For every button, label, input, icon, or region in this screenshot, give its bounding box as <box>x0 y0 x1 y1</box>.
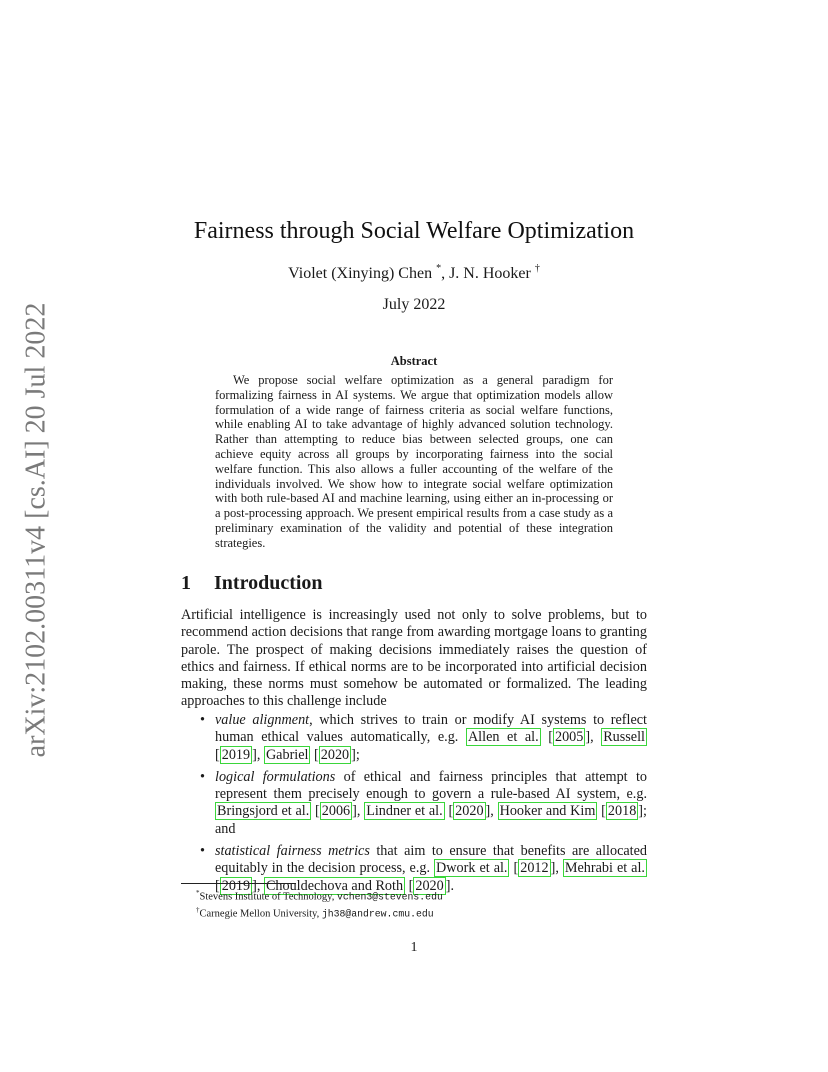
arxiv-identifier <box>6 300 66 760</box>
citation-link[interactable]: Allen et al. <box>467 729 539 746</box>
citation-link[interactable]: Lindner et al. <box>366 803 443 820</box>
citation-year-link[interactable]: 2006 <box>321 803 351 820</box>
abstract-heading: Abstract <box>390 354 438 368</box>
citation-year-link[interactable]: 2020 <box>320 746 350 763</box>
footnote <box>196 887 443 904</box>
abstract-body: We propose social welfare optimization as a general paradigm for formalizing fairness in AI systems. We argue that optimization models allow formulation of a wide range of fairness criteria as social welfare functions, while enabling AI to take advantage of highly advanced solution technology. Rather than attempting to reduce bias between selected groups, one can achieve equity across all groups by incorporating fairness into the social welfare function. This also allows a fuller accounting of the welfare of the individuals involved. We show how to integrate social welfare optimization with both rule-based AI and machine learning, using either an in-processing or a post-processing approach. We present empirical results from a case study as a preliminary examination of the validity and potential of these integration strategies. <box>215 373 613 550</box>
citation-link[interactable]: Chouldechova and Roth <box>265 877 404 894</box>
bullet-term: value alignment <box>215 712 310 728</box>
bullet-dot: • <box>200 843 205 860</box>
list-item: • logical formulations of ethical and fairness principles that attempt to represent them precisely enough to govern a rule-based AI system, e.g. Bringsjord et al. [ 2006 ], Lindner et al. [ 2020 ], Hooker and Kim [ 2018 ]; and <box>200 768 647 837</box>
author-line <box>0 263 828 283</box>
paper-title: Fairness through Social Welfare Optimization <box>193 218 635 244</box>
citation-link[interactable]: Hooker and Kim <box>499 803 596 820</box>
approach-list <box>200 712 647 900</box>
list-item: • statistical fairness metrics that aim to ensure that benefits are allocated equitably in the decision process, e.g. Dwork et al. [ 2012 ], Mehrabi et al. [ 2019 ], Chouldechova and Roth [ 2020 ]. <box>200 843 647 894</box>
bullet-dot: • <box>200 768 205 785</box>
bullet-end: ; <box>355 746 360 763</box>
page-number: 1 <box>410 940 418 955</box>
footnote-mark[interactable]: † <box>534 263 540 274</box>
section-number: 1 <box>181 572 191 594</box>
bullet-end: . <box>450 877 454 894</box>
citation-link[interactable]: Mehrabi et al. <box>564 860 645 877</box>
author-separator: , <box>441 265 446 282</box>
footnote-mark: * <box>196 889 200 897</box>
citation-link[interactable]: Bringsjord et al. <box>217 803 310 820</box>
bullet-term: logical formulations <box>215 768 336 785</box>
citation-link[interactable]: Gabriel <box>265 746 309 763</box>
footnote <box>196 904 443 921</box>
footnote-mark[interactable]: * <box>436 263 442 274</box>
citation-link[interactable]: Russell <box>603 729 645 746</box>
citation-year-link[interactable]: 2019 <box>221 877 251 894</box>
paper-date: July 2022 <box>382 296 446 313</box>
author-name: J. N. Hooker <box>449 265 531 282</box>
citation-year-link[interactable]: 2020 <box>455 803 484 820</box>
footnote-divider <box>181 883 296 884</box>
footnote-text: Carnegie Mellon University, <box>199 908 322 919</box>
citation-year-link[interactable]: 2012 <box>520 860 549 877</box>
footnote-mark: † <box>196 905 200 914</box>
footnote-text: Stevens Institute of Technology, <box>199 891 337 903</box>
intro-paragraph: Artificial intelligence is increasingly used not only to solve problems, but to recommend action decisions that range from awarding mortgage loans to granting parole. The prospect of making decisions immediately raises the question of ethics and fairness. If ethical norms are to be incorporated into artificial decision making, these norms must somehow be automated or formalized. The leading approaches to this challenge include <box>181 607 647 710</box>
footnote-email: jh38@andrew.cmu.edu <box>321 908 434 919</box>
bullet-text: of ethical and fairness principles that attempt to represent them precisely enough to govern a rule-based AI system, e.g. <box>215 768 647 803</box>
bullet-text: , which strives to train or modify AI systems to reflect human ethical values automatically, e.g. <box>215 712 647 746</box>
footnotes <box>196 887 443 920</box>
footnote-email: vchen3@stevens.edu <box>337 891 443 903</box>
bullet-end: ; and <box>215 803 647 837</box>
citation-year-link[interactable]: 2020 <box>415 877 444 894</box>
citation-link[interactable]: Dwork et al. <box>436 860 508 877</box>
author-name: Violet (Xinying) Chen <box>288 265 433 282</box>
section-heading <box>181 572 323 595</box>
list-item: • value alignment, which strives to train or modify AI systems to reflect human ethical values automatically, e.g. Allen et al. [ 2005 ], Russell [ 2019 ], Gabriel [ 2020 ]; <box>200 712 647 763</box>
arxiv-identifier-text: arXiv:2102.00311v4 [cs.AI] 20 Jul 2022 <box>20 302 51 758</box>
bullet-text: that aim to ensure that benefits are allocated equitably in the decision process, e.g. <box>215 843 647 877</box>
citation-year-link[interactable]: 2019 <box>221 746 251 763</box>
citation-year-link[interactable]: 2018 <box>607 803 637 820</box>
citation-year-link[interactable]: 2005 <box>554 729 584 746</box>
section-title: Introduction <box>214 572 323 594</box>
bullet-dot: • <box>200 712 205 728</box>
bullet-term: statistical fairness metrics <box>215 843 370 860</box>
